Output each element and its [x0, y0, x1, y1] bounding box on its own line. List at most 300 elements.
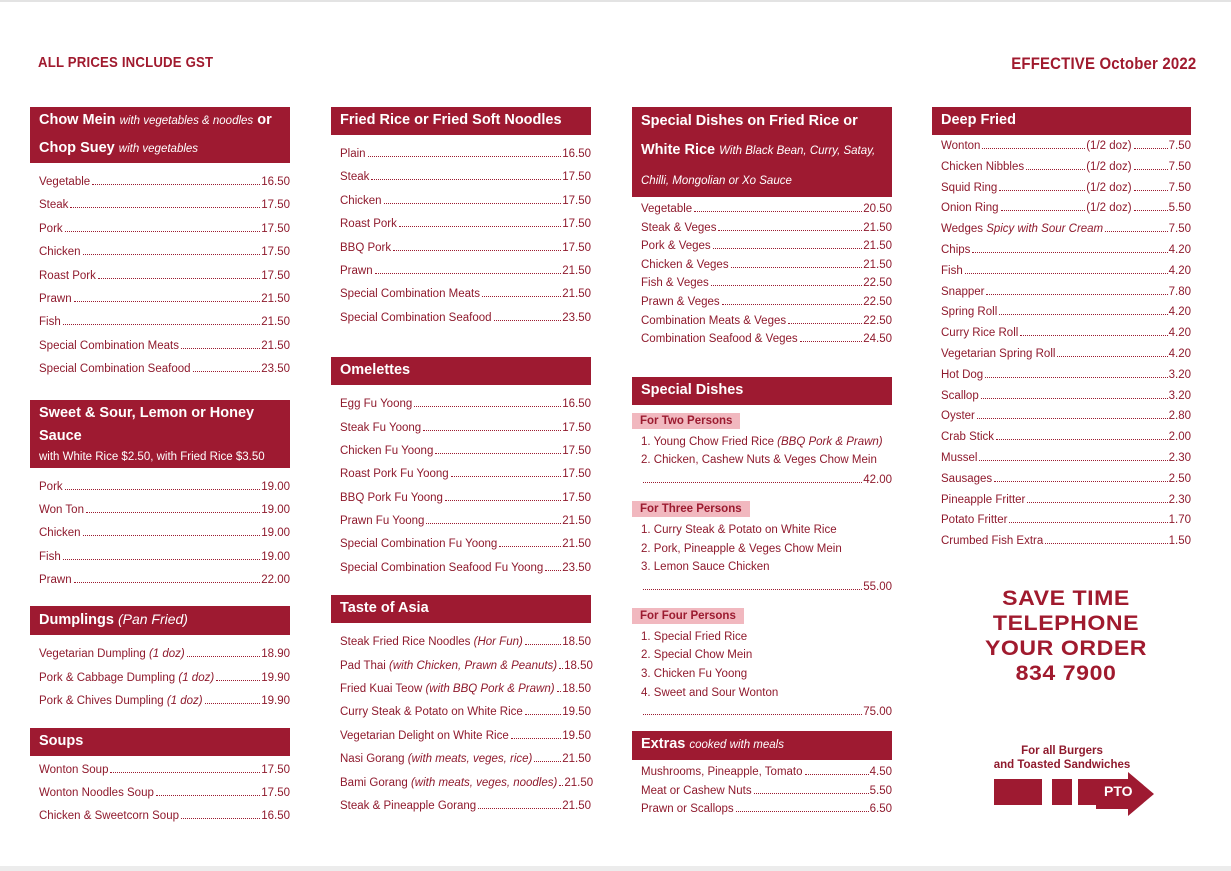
section-header — [932, 107, 1191, 135]
item-price: 5.50 — [1168, 202, 1191, 215]
item-name-text: Scallop — [941, 389, 979, 402]
section-title: Sweet & Sour, Lemon or Honey Sauce — [39, 404, 255, 444]
item-price: 19.90 — [261, 671, 290, 684]
item-name — [941, 282, 984, 303]
item-name — [340, 557, 543, 580]
item-price: 21.50 — [562, 538, 591, 551]
item-name — [39, 265, 96, 288]
dot-leader — [525, 644, 561, 645]
item-name-text: Pork & Chives Dumpling — [39, 695, 164, 708]
menu-item — [941, 198, 1191, 219]
dot-leader — [110, 772, 260, 773]
item-price: 18.50 — [562, 636, 591, 649]
pto-note-line: For all Burgers — [1021, 745, 1103, 757]
item-name — [641, 312, 786, 331]
item-price: 2.80 — [1168, 410, 1191, 423]
item-name-text: Chips — [941, 243, 971, 256]
item-name-text: Roast Pork — [39, 269, 96, 282]
dot-leader — [1027, 502, 1167, 503]
item-detail: (1 doz) — [148, 648, 185, 661]
item-name — [941, 469, 992, 490]
item-price: 1.50 — [1168, 535, 1191, 548]
item-name — [340, 678, 555, 701]
dot-leader — [368, 156, 562, 157]
item-price: 21.50 — [863, 240, 892, 253]
item-detail: (with meats, veges, rice) — [407, 753, 533, 766]
item-name-text: Roast Pork — [340, 218, 397, 231]
item-portion: (1/2 doz) — [1086, 140, 1132, 152]
menu-item — [941, 406, 1191, 427]
menu-item — [641, 293, 892, 312]
item-name-text: Wonton — [941, 140, 981, 152]
item-name — [340, 283, 480, 306]
item-name-text: Fish — [941, 264, 963, 277]
dot-leader — [736, 811, 869, 812]
section-title: White Rice — [641, 142, 716, 158]
two-persons-block — [632, 411, 892, 490]
item-name — [941, 344, 1055, 365]
item-name — [39, 759, 108, 782]
menu-item — [39, 546, 290, 569]
item-name — [39, 194, 68, 217]
dot-leader — [451, 476, 562, 477]
item-price: 18.90 — [261, 648, 290, 661]
item-list — [932, 135, 1191, 552]
item-name-text: Fish — [39, 550, 61, 563]
item-price: 21.50 — [562, 799, 591, 812]
menu-item — [39, 569, 290, 592]
menu-item — [941, 240, 1191, 261]
item-name — [39, 335, 179, 358]
menu-column-3 — [632, 107, 892, 819]
item-price: 22.50 — [863, 314, 892, 327]
item-price: 55.00 — [863, 580, 892, 593]
item-price: 19.50 — [562, 706, 591, 719]
dot-leader — [478, 808, 561, 809]
item-name — [941, 386, 979, 407]
item-name-text: Pork & Cabbage Dumpling — [39, 671, 176, 684]
item-name — [641, 800, 734, 819]
item-name-text: Won Ton — [39, 503, 84, 516]
item-price: 7.50 — [1168, 223, 1191, 236]
section-subtitle: With Black Bean, Curry, Satay, — [719, 145, 876, 157]
chow-mein-section — [30, 107, 290, 382]
item-price: 23.50 — [562, 311, 591, 324]
menu-item — [641, 200, 892, 219]
item-price: 7.80 — [1168, 285, 1191, 298]
set-menu-item: 4. Sweet and Sour Wonton — [641, 686, 779, 699]
set-menu-item — [641, 433, 892, 452]
item-name — [39, 358, 191, 381]
top-rule — [0, 0, 1231, 2]
item-name — [941, 510, 1007, 531]
persons-label: For Four Persons — [632, 608, 744, 624]
menu-item — [941, 510, 1191, 531]
section-subtitle: Chilli, Mongolian or Xo Sauce — [641, 175, 792, 187]
menu-item — [39, 241, 290, 264]
menu-item — [941, 427, 1191, 448]
item-name — [941, 448, 977, 469]
item-price: 19.90 — [261, 695, 290, 708]
dot-leader — [982, 148, 1085, 149]
menu-item — [941, 323, 1191, 344]
item-price: 4.20 — [1168, 264, 1191, 277]
item-name-text: Vegetarian Dumpling — [39, 648, 146, 661]
item-name — [39, 218, 63, 241]
dot-leader — [1105, 231, 1167, 232]
item-price: 16.50 — [562, 148, 591, 160]
arrow-block — [994, 779, 1042, 805]
dot-leader — [996, 439, 1168, 440]
item-price: 21.50 — [562, 753, 591, 766]
dot-leader — [426, 523, 561, 524]
item-name-text: Egg Fu Yoong — [340, 398, 413, 411]
item-name — [39, 667, 214, 690]
item-name — [340, 393, 412, 416]
item-name — [641, 330, 798, 349]
item-price: 19.00 — [261, 480, 290, 493]
dot-leader — [1134, 190, 1168, 191]
dot-leader — [83, 254, 261, 255]
menu-item — [340, 678, 591, 701]
dot-leader — [494, 320, 562, 321]
item-name-text: Special Combination Meats — [340, 288, 480, 301]
phone-order-promo — [940, 586, 1193, 686]
menu-column-2 — [331, 107, 594, 818]
omelettes-section — [331, 357, 591, 580]
item-name — [340, 772, 557, 795]
section-note: with White Rice $2.50, with Fried Rice $3.50 — [39, 450, 265, 463]
menu-item — [340, 487, 591, 510]
dot-leader — [499, 546, 561, 547]
item-price: 23.50 — [562, 561, 591, 574]
menu-item — [39, 643, 290, 666]
item-price: 7.50 — [1168, 140, 1191, 152]
menu-item — [39, 782, 290, 805]
item-name — [641, 219, 716, 238]
three-persons-block — [632, 499, 892, 597]
dot-leader — [694, 211, 862, 212]
item-name — [39, 782, 154, 805]
menu-item — [340, 283, 591, 306]
menu-column-1 — [30, 107, 290, 829]
menu-item — [39, 194, 290, 217]
item-name — [39, 643, 185, 666]
item-name — [941, 323, 1018, 344]
menu-item — [39, 358, 290, 381]
dot-leader — [711, 285, 862, 286]
item-name-text: Bami Gorang — [340, 776, 408, 789]
item-name-text: Wonton Noodles Soup — [39, 787, 154, 800]
item-price: 19.00 — [261, 527, 290, 540]
item-name: 1. Young Chow Fried Rice — [641, 435, 774, 448]
item-name-text: Steak & Pineapple Gorang — [340, 799, 477, 812]
menu-item — [340, 701, 591, 724]
item-name-text: Wedges — [941, 223, 983, 236]
item-price: 7.50 — [1168, 181, 1191, 194]
item-name-text: Fish — [39, 316, 61, 329]
menu-item — [340, 655, 591, 678]
menu-item — [941, 344, 1191, 365]
dot-leader — [718, 230, 862, 231]
item-name — [39, 522, 81, 545]
menu-item — [39, 171, 290, 194]
menu-item — [340, 557, 591, 580]
item-name — [39, 805, 179, 828]
promo-line: SAVE TIME — [1002, 587, 1130, 610]
menu-item — [641, 274, 892, 293]
dot-leader — [74, 582, 261, 583]
item-detail: (1 doz) — [166, 695, 203, 708]
item-name-text: BBQ Pork — [340, 241, 392, 254]
item-name-text: Vegetarian Spring Roll — [941, 347, 1056, 360]
item-name-text: Vegetarian Delight on White Rice — [340, 729, 509, 742]
item-name — [39, 241, 81, 264]
menu-item — [641, 763, 892, 782]
set-menu-item: 2. Special Chow Mein — [641, 649, 753, 662]
item-name-text: Chicken Nibbles — [941, 160, 1025, 173]
item-price: 21.50 — [564, 776, 594, 789]
item-name-text: Chicken & Sweetcorn Soup — [39, 810, 179, 823]
item-name-text: Pad Thai — [340, 659, 386, 672]
item-price: 17.50 — [562, 444, 591, 457]
dot-leader — [187, 656, 260, 657]
gst-notice: ALL PRICES INCLUDE GST — [38, 54, 214, 71]
set-menu-list — [632, 517, 892, 597]
item-price: 21.50 — [863, 221, 892, 234]
dot-leader — [445, 500, 561, 501]
item-name — [941, 302, 997, 323]
item-name — [39, 499, 84, 522]
item-name — [340, 440, 433, 463]
item-name-text: Prawn — [39, 292, 72, 305]
item-name — [941, 406, 975, 427]
section-title: Special Dishes on Fried Rice or — [641, 113, 858, 129]
menu-item — [39, 476, 290, 499]
menu-item — [641, 219, 892, 238]
item-name — [641, 782, 752, 801]
item-name-text: Crumbed Fish Extra — [941, 535, 1044, 548]
dot-leader — [965, 273, 1168, 274]
dot-leader — [972, 252, 1167, 253]
item-name-text: Plain — [340, 148, 366, 160]
dot-leader — [482, 296, 561, 297]
item-name — [340, 237, 391, 260]
item-name — [641, 274, 709, 293]
item-price: 2.30 — [1168, 493, 1191, 506]
item-name-text: Curry Rice Roll — [941, 327, 1019, 340]
item-price: 17.50 — [261, 222, 290, 235]
item-detail: Spicy with Sour Cream — [986, 223, 1104, 236]
dot-leader — [70, 207, 260, 208]
dot-leader — [86, 512, 260, 513]
item-price: 20.50 — [863, 203, 892, 215]
dot-leader — [83, 535, 261, 536]
item-name — [941, 198, 999, 219]
item-name-text: Mussel — [941, 451, 978, 464]
item-name-text: Special Combination Meats — [39, 339, 179, 352]
item-name — [340, 143, 366, 166]
item-price: 21.50 — [261, 339, 290, 352]
item-name — [941, 178, 997, 199]
item-price: 17.50 — [562, 241, 591, 254]
section-header — [331, 107, 591, 135]
dot-leader — [557, 691, 562, 692]
item-name — [39, 171, 90, 194]
item-price: 4.20 — [1168, 306, 1191, 319]
menu-item — [340, 440, 591, 463]
dot-leader — [65, 231, 261, 232]
item-name — [941, 219, 1103, 240]
item-name-text: Chicken — [39, 246, 81, 259]
dot-leader — [63, 324, 260, 325]
item-price: 19.00 — [261, 550, 290, 563]
section-header — [30, 606, 290, 635]
item-name-text: Steak & Veges — [641, 221, 717, 234]
menu-item — [641, 330, 892, 349]
item-name-text: Fish & Veges — [641, 277, 709, 290]
dot-leader — [1009, 522, 1167, 523]
extras-section — [632, 731, 892, 819]
item-price: 6.50 — [869, 803, 892, 816]
dot-leader — [713, 248, 863, 249]
pto-label: PTO — [1104, 783, 1133, 799]
item-name — [39, 690, 203, 713]
persons-label: For Three Persons — [632, 501, 750, 517]
item-list — [30, 163, 290, 382]
dot-leader — [985, 377, 1167, 378]
dot-leader — [977, 418, 1168, 419]
set-menu-list — [632, 624, 892, 722]
item-price: 42.00 — [863, 473, 892, 486]
item-name-text: Onion Ring — [941, 202, 999, 215]
dot-leader — [181, 818, 260, 819]
item-price: 22.50 — [863, 277, 892, 290]
item-name-text: Chicken — [340, 194, 382, 207]
item-name-text: Fried Kuai Teow — [340, 683, 423, 696]
dot-leader — [999, 314, 1167, 315]
item-name — [340, 725, 509, 748]
section-title: Special Dishes — [641, 381, 744, 398]
item-name-text: Special Combination Seafood — [39, 363, 191, 376]
item-name — [941, 490, 1025, 511]
item-price: 4.20 — [1168, 327, 1191, 340]
menu-item — [340, 510, 591, 533]
item-price: 21.50 — [261, 292, 290, 305]
item-price: 3.20 — [1168, 368, 1191, 381]
section-subtitle: (Pan Fried) — [117, 611, 188, 628]
menu-item — [941, 219, 1191, 240]
item-price: 17.50 — [562, 194, 591, 207]
item-price: 21.50 — [562, 264, 591, 277]
item-list — [632, 760, 892, 819]
item-name — [340, 487, 443, 510]
section-subtitle: with vegetables — [118, 143, 199, 155]
item-name — [340, 748, 532, 771]
dot-leader — [722, 304, 863, 305]
item-name — [340, 701, 523, 724]
item-price: 4.20 — [1168, 243, 1191, 256]
item-name-text: Pork & Veges — [641, 240, 711, 253]
dot-leader — [559, 668, 563, 669]
menu-item — [941, 490, 1191, 511]
menu-item — [340, 393, 591, 416]
persons-label: For Two Persons — [632, 413, 740, 429]
menu-column-4 — [932, 107, 1191, 552]
menu-item — [641, 800, 892, 819]
menu-item — [39, 759, 290, 782]
dot-leader — [999, 190, 1085, 191]
section-header — [632, 377, 892, 405]
menu-item — [340, 143, 591, 166]
dot-leader — [731, 267, 863, 268]
menu-item — [941, 157, 1191, 178]
menu-item — [340, 463, 591, 486]
item-name — [641, 237, 711, 256]
special-dishes-section — [632, 377, 892, 722]
item-name-text: Pineapple Fritter — [941, 493, 1026, 506]
item-price: 18.50 — [564, 659, 593, 672]
item-name — [39, 546, 61, 569]
menu-item — [39, 311, 290, 334]
item-name-text: Prawn — [39, 574, 72, 587]
item-name-text: Vegetable — [641, 203, 693, 215]
dot-leader — [1020, 335, 1167, 336]
set-menu-item: 1. Special Fried Rice — [641, 630, 748, 643]
menu-item — [340, 725, 591, 748]
item-price: 23.50 — [261, 363, 290, 376]
item-name — [941, 365, 983, 386]
item-name-text: Snapper — [941, 285, 985, 298]
item-name-text: Steak — [39, 199, 69, 212]
dot-leader — [994, 481, 1167, 482]
dot-leader — [981, 398, 1168, 399]
dot-leader — [805, 774, 869, 775]
promo-line: TELEPHONE — [992, 612, 1140, 635]
item-name-text: Prawn or Scallops — [641, 803, 734, 816]
dot-leader — [435, 453, 561, 454]
item-name — [340, 510, 424, 533]
item-name — [641, 293, 720, 312]
dot-leader — [92, 184, 260, 185]
menu-item — [340, 237, 591, 260]
section-header — [331, 595, 591, 623]
item-price: 17.50 — [562, 171, 591, 184]
menu-item — [941, 365, 1191, 386]
item-name-text: Special Combination Seafood Fu Yoong — [340, 561, 544, 574]
item-price: 4.50 — [869, 766, 892, 779]
dot-leader — [1134, 169, 1168, 170]
item-name — [39, 288, 72, 311]
section-title: Extras — [641, 736, 686, 753]
dot-leader — [534, 761, 561, 762]
item-name-text: Wonton Soup — [39, 763, 109, 776]
section-header — [632, 731, 892, 760]
item-name-text: Oyster — [941, 410, 975, 423]
set-menu-total — [641, 470, 892, 490]
item-price: 5.50 — [869, 784, 892, 797]
item-name-text: Steak Fu Yoong — [340, 421, 422, 434]
item-name-text: Steak — [340, 171, 370, 184]
set-menu-item: 1. Curry Steak & Potato on White Rice — [641, 523, 837, 536]
fried-rice-section — [331, 107, 591, 330]
dot-leader — [181, 348, 260, 349]
effective-date: EFFECTIVE October 2022 — [1010, 54, 1196, 73]
menu-item — [340, 213, 591, 236]
menu-item — [39, 522, 290, 545]
item-name — [941, 531, 1043, 552]
item-price: 24.50 — [863, 333, 892, 346]
